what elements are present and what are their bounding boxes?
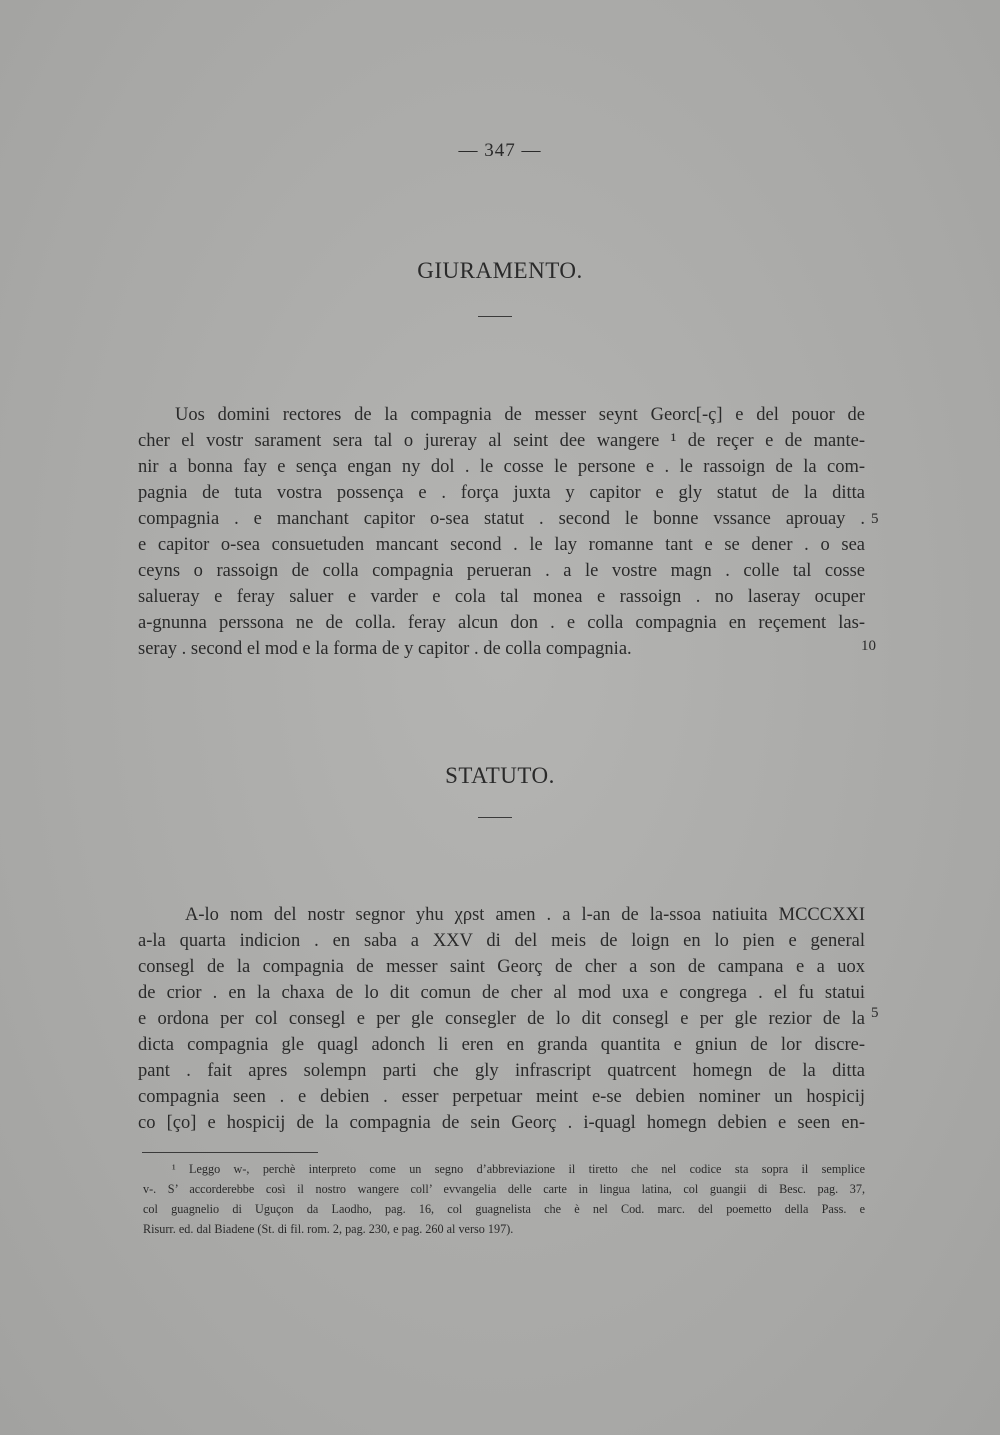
footnote-line: ¹ Leggo w-, perchè interpreto come un segno d’abbreviazione il tiretto che nel codice sta sopra il semplice	[172, 1162, 865, 1176]
title-rule	[478, 817, 512, 818]
text-line: e capitor o-sea consuetuden mancant second . le lay romanne tant e se dener . o sea	[138, 535, 865, 555]
line-number: 10	[861, 638, 876, 654]
text-line: de crior . en la chaxa de lo dit comun de cher al mod uxa e congrega . el fu statui	[138, 983, 865, 1003]
footnote-line: col guagnelio di Uguçon da Laodho, pag. 16, col guagnelista che è nel Cod. marc. del poemetto della Pass. e	[143, 1202, 865, 1216]
text-line: ceyns o rassoign de colla compagnia perueran . a le vostre magn . colle tal cosse	[138, 561, 865, 581]
text-line: co [ço] e hospicij de la compagnia de sein Georç . i-quagl homegn debien e seen en-	[138, 1113, 865, 1133]
text-line: pant . fait apres solempn parti che gly infrascript quatrcent homegn de la ditta	[138, 1061, 865, 1081]
text-line: seray . second el mod e la forma de y capitor . de colla compagnia.	[138, 639, 632, 659]
page-number: — 347 —	[458, 140, 542, 161]
title-rule	[478, 316, 512, 317]
footnote-rule	[142, 1152, 318, 1153]
text-line: compagnia seen . e debien . esser perpetuar meint e-se debien nominer un hospicij	[138, 1087, 865, 1107]
text-line: a-gnunna perssona ne de colla. feray alcun don . e colla compagnia en reçement las-	[138, 613, 865, 633]
text-line: A-lo nom del nostr segnor yhu χρst amen . a l-an de la-ssoa natiuita MCCCXXI	[185, 905, 865, 925]
text-line: a-la quarta indicion . en saba a XXV di del meis de loign en lo pien e general	[138, 931, 865, 951]
section-title-giuramento: GIURAMENTO.	[417, 258, 583, 283]
text-line: nir a bonna fay e sença engan ny dol . le cosse le persone e . le rassoign de la com-	[138, 457, 865, 477]
text-line: consegl de la compagnia de messer saint Georç de cher a son de campana e a uox	[138, 957, 865, 977]
footnote-line: Risurr. ed. dal Biadene (St. di fil. rom. 2, pag. 230, e pag. 260 al verso 197).	[143, 1222, 514, 1236]
text-line: compagnia . e manchant capitor o-sea statut . second le bonne vssance aprouay .	[138, 509, 865, 529]
text-line: salueray e feray saluer e varder e cola tal monea e rassoign . no laseray ocuper	[138, 587, 865, 607]
footnote-line: v-. S’ accorderebbe così il nostro wangere coll’ evvangelia delle carte in lingua latina, col guangii di Besc. pag. 37,	[143, 1182, 865, 1196]
line-number: 5	[871, 511, 879, 527]
text-line: pagnia de tuta vostra possença e . força juxta y capitor e gly statut de la ditta	[138, 483, 865, 503]
text-line: cher el vostr sarament sera tal o jureray al seint dee wangere ¹ de reçer e de mante-	[138, 431, 865, 451]
text-line: Uos domini rectores de la compagnia de messer seynt Georc[-ç] e del pouor de	[175, 405, 865, 425]
line-number: 5	[871, 1005, 879, 1021]
text-line: e ordona per col consegl e per gle consegler de lo dit consegl e per gle rezior de la	[138, 1009, 865, 1029]
section-title-statuto: STATUTO.	[445, 763, 555, 788]
text-line: dicta compagnia gle quagl adonch li eren en granda quantita e gniun de lor discre-	[138, 1035, 865, 1055]
